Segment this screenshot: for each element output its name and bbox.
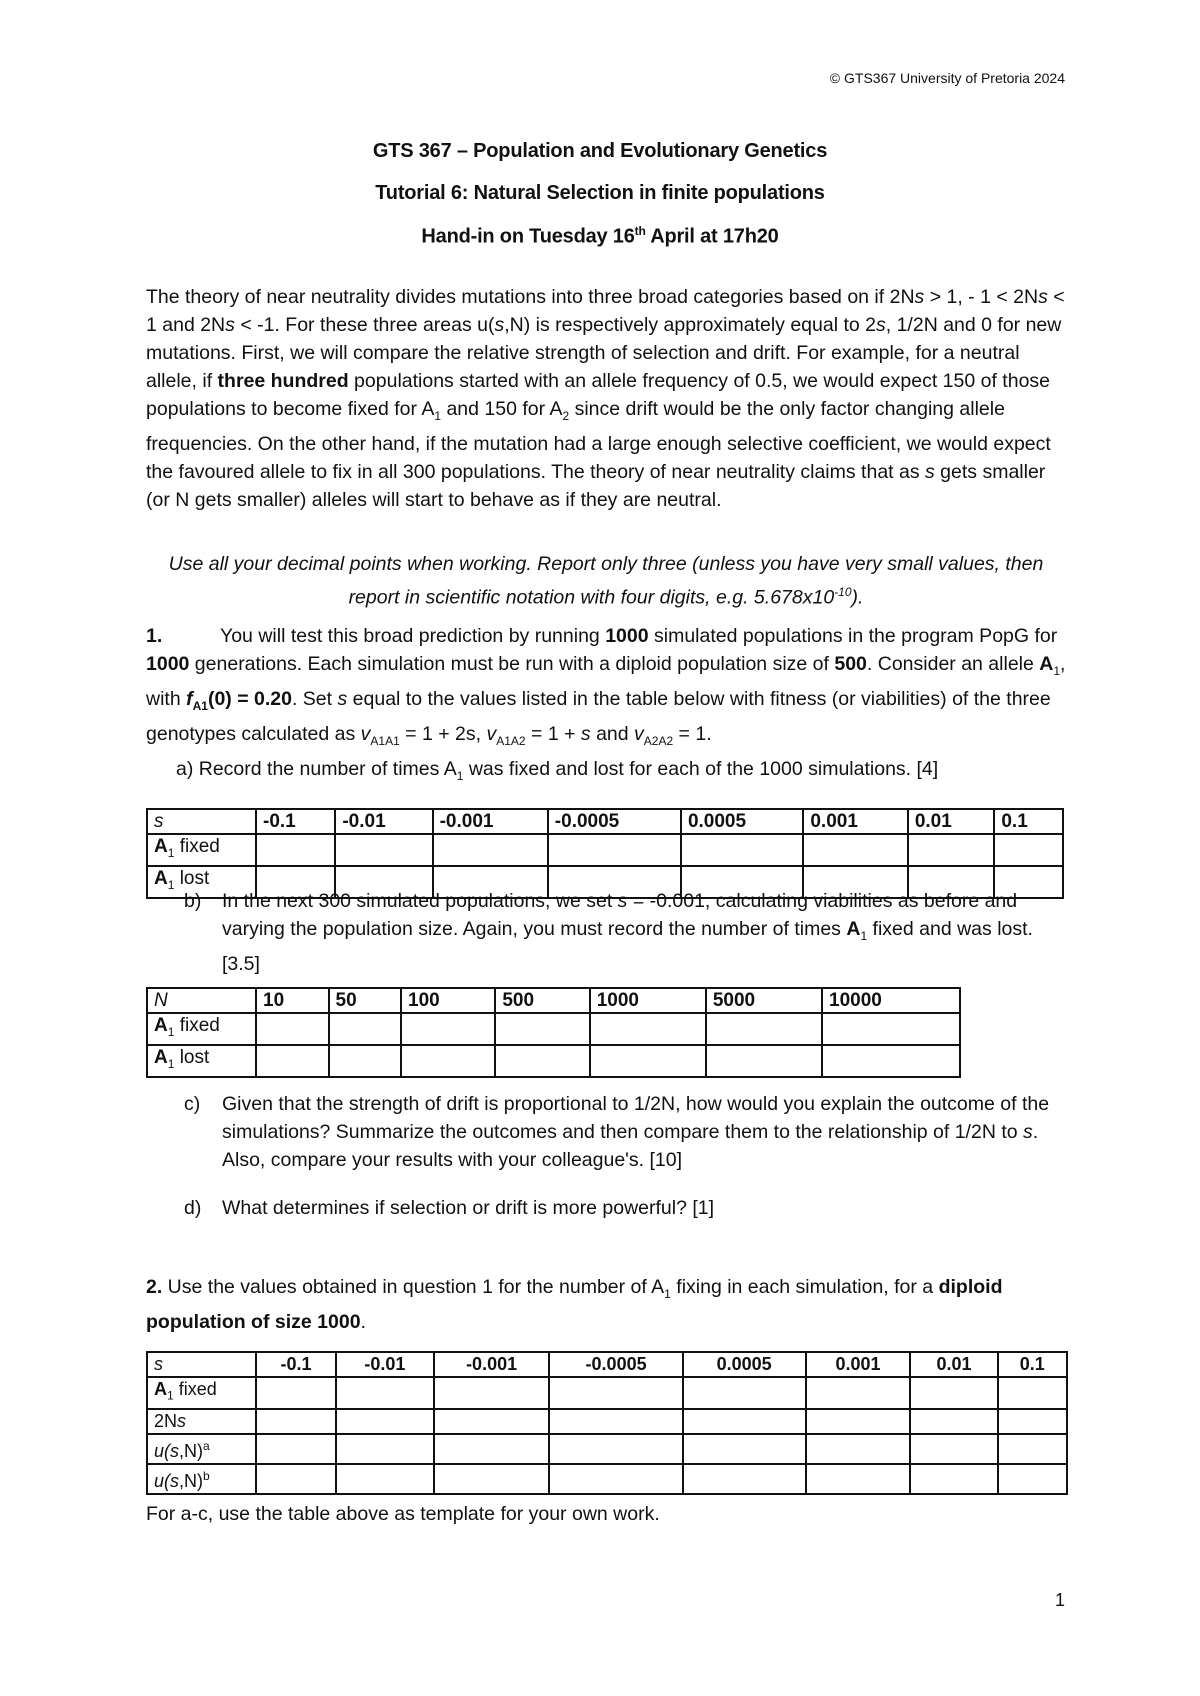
row-label-u-a: $u(s,N)^a$: [147, 1434, 256, 1464]
table-col-header: -0.1: [256, 809, 335, 834]
question-1: 1. You will test this broad prediction by running 1000 simulated populations in the program PopG for 1000 generations. Each simulation must be run with a diploid population size of 500. Consider an allele $A_1$, with $f_{A1}(0) = 0.20$. Set s equal to the values listed in the table below with fitness (or viabilities) of the three genotypes calculated as $v_{A1A1} = 1 + 2s$, $v_{A1A2} = 1 + s$ and $v_{A2A2} = 1$. a) Record the number of times $A_1$ was fixed and lost for each of the 1000 simulations. [4]: [146, 622, 1066, 790]
table-cell[interactable]: [336, 1409, 434, 1434]
table-row: [147, 988, 960, 1013]
table-col-header: 0.0005: [681, 809, 803, 834]
handin-prefix: Hand-in on Tuesday 16: [421, 225, 635, 248]
table-row: [147, 809, 1063, 834]
table-cell[interactable]: [335, 834, 432, 866]
title-block: [0, 140, 1200, 268]
table-cell[interactable]: [256, 1013, 329, 1045]
table-cell[interactable]: [910, 1409, 997, 1434]
row-label-u-b: $u(s,N)^b$: [147, 1464, 256, 1494]
table-col-header: -0.001: [433, 809, 548, 834]
table-cell[interactable]: [256, 1045, 329, 1077]
table-header-s: s: [147, 1352, 256, 1377]
handin-line: [0, 224, 1200, 249]
template-note: For a-c, use the table above as template for your own work.: [146, 1503, 660, 1525]
table-cell[interactable]: [706, 1013, 822, 1045]
table-cell[interactable]: [706, 1045, 822, 1077]
table-row: [147, 1434, 1067, 1464]
table-cell[interactable]: [434, 1409, 550, 1434]
row-label-2ns: 2Ns: [147, 1409, 256, 1434]
table-cell[interactable]: [434, 1434, 550, 1464]
question-1d: d) What determines if selection or drift is more powerful? [1]: [184, 1197, 715, 1219]
table-cell[interactable]: [256, 1434, 336, 1464]
table-row: [147, 1464, 1067, 1494]
table-cell[interactable]: [433, 834, 548, 866]
tutorial-title: Tutorial 6: Natural Selection in finite populations: [375, 182, 825, 204]
table-cell[interactable]: [806, 1377, 911, 1409]
table-cell[interactable]: [683, 1377, 806, 1409]
table-row: [147, 1409, 1067, 1434]
table-cell[interactable]: [401, 1045, 495, 1077]
table-row: [147, 1377, 1067, 1409]
table-cell[interactable]: [590, 1045, 706, 1077]
instruction-note: Use all your decimal points when working. Report only three (unless you have very small values, then report in scientific notation with four digits, e.g. $5.678x10^{-10}$).: [168, 553, 1044, 609]
table-selection-coefficients: [146, 808, 1064, 899]
row-label-lost: $A_1$ lost: [147, 866, 256, 898]
table-header-n: N: [147, 988, 256, 1013]
table-cell[interactable]: [994, 834, 1063, 866]
table-cell[interactable]: [549, 1464, 682, 1494]
table-cell[interactable]: [998, 1434, 1067, 1464]
table-col-header: 0.1: [994, 809, 1063, 834]
table-col-header: 5000: [706, 988, 822, 1013]
table-cell[interactable]: [998, 1409, 1067, 1434]
table-cell[interactable]: [908, 834, 995, 866]
table-col-header: 0.01: [908, 809, 995, 834]
table-cell[interactable]: [434, 1464, 550, 1494]
table-col-header: -0.1: [256, 1352, 336, 1377]
table-cell[interactable]: [822, 1045, 960, 1077]
table-col-header: -0.001: [434, 1352, 550, 1377]
table-cell[interactable]: [806, 1434, 911, 1464]
question-2: 2. Use the values obtained in question 1 for the number of $A_1$ fixing in each simulation, for a diploid population of size 1000.: [146, 1276, 1003, 1333]
course-title: GTS 367 – Population and Evolutionary Genetics: [372, 140, 828, 162]
table-cell[interactable]: [910, 1434, 997, 1464]
question-2-number: 2.: [146, 1276, 163, 1298]
table-cell[interactable]: [549, 1377, 682, 1409]
table-col-header: 0.0005: [683, 1352, 806, 1377]
handin-suffix: April at 17h20: [645, 225, 779, 248]
table-cell[interactable]: [495, 1013, 589, 1045]
question-1-number: 1.: [146, 625, 163, 647]
row-label-fixed: $A_1$ fixed: [147, 1377, 256, 1409]
table-row: [147, 1045, 960, 1077]
page-number: 1: [1054, 1590, 1065, 1610]
table-col-header: -0.0005: [549, 1352, 682, 1377]
table-cell[interactable]: [336, 1434, 434, 1464]
handin-sup: th: [634, 224, 646, 238]
table-cell[interactable]: [434, 1377, 550, 1409]
table-cell[interactable]: [495, 1045, 589, 1077]
row-label-fixed: $A_1$ fixed: [147, 1013, 256, 1045]
table-cell[interactable]: [998, 1464, 1067, 1494]
table-cell[interactable]: [256, 1377, 336, 1409]
table-cell[interactable]: [910, 1464, 997, 1494]
table-col-header: 0.1: [998, 1352, 1067, 1377]
table-cell[interactable]: [683, 1464, 806, 1494]
question-1b: b) In the next 300 simulated populations, we set s = -0.001, calculating viabilities as before and varying the population size. Again, you must record the number of times $A_1$ fixed and was lost. [3.5]: [184, 890, 1033, 975]
table-col-header: 0.001: [806, 1352, 911, 1377]
table-cell[interactable]: [336, 1464, 434, 1494]
table-col-header: -0.0005: [548, 809, 681, 834]
table-col-header: 10000: [822, 988, 960, 1013]
table-col-header: -0.01: [335, 809, 432, 834]
table-col-header: -0.01: [336, 1352, 434, 1377]
table-cell[interactable]: [549, 1409, 682, 1434]
table-population-sizes: [146, 987, 961, 1078]
table-cell[interactable]: [822, 1013, 960, 1045]
copyright-notice: © GTS367 University of Pretoria 2024: [829, 70, 1065, 86]
table-cell[interactable]: [910, 1377, 997, 1409]
table-cell[interactable]: [806, 1464, 911, 1494]
table-cell[interactable]: [548, 834, 681, 866]
table-col-header: 10: [256, 988, 329, 1013]
table-row: [147, 1352, 1067, 1377]
table-cell[interactable]: [329, 1013, 402, 1045]
table-cell[interactable]: [549, 1434, 682, 1464]
table-cell[interactable]: [803, 834, 907, 866]
table-col-header: 0.01: [910, 1352, 997, 1377]
table-cell[interactable]: [256, 834, 335, 866]
table-col-header: 0.001: [803, 809, 907, 834]
table-col-header: 1000: [590, 988, 706, 1013]
table-fixation-probabilities: [146, 1351, 1068, 1495]
table-col-header: 50: [329, 988, 402, 1013]
row-label-lost: $A_1$ lost: [147, 1045, 256, 1077]
table-cell[interactable]: [806, 1409, 911, 1434]
table-cell[interactable]: [256, 1464, 336, 1494]
table-cell[interactable]: [683, 1409, 806, 1434]
table-cell[interactable]: [256, 1409, 336, 1434]
table-cell[interactable]: [329, 1045, 402, 1077]
table-col-header: 100: [401, 988, 495, 1013]
table-cell[interactable]: [336, 1377, 434, 1409]
table-row: [147, 834, 1063, 866]
question-1c: c) Given that the strength of drift is proportional to 1/2N, how would you explain the outcome of the simulations? Summarize the outcomes and then compare them to the relationship of 1/2N to s. Also, compare your results with your colleague's. [10]: [184, 1093, 1050, 1171]
table-cell[interactable]: [590, 1013, 706, 1045]
table-col-header: 500: [495, 988, 589, 1013]
table-cell[interactable]: [683, 1434, 806, 1464]
intro-paragraph: The theory of near neutrality divides mutations into three broad categories based on if 2Ns > 1, - 1 < 2Ns < 1 and 2Ns < -1. For these three areas u(s,N) is respectively approximately equal to 2s, 1/2N and 0 for new mutations. First, we will compare the relative strength of selection and drift. For example, for a neutral allele, if three hundred populations started with an allele frequency of 0.5, we would expect 150 of those populations to become fixed for $A_1$ and 150 for $A_2$ since drift would be the only factor changing allele frequencies. On the other hand, if the mutation had a large enough selective coefficient, we would expect the favoured allele to fix in all 300 populations. The theory of near neutrality claims that as s gets smaller (or N gets smaller) alleles will start to behave as if they are neutral.: [146, 286, 1065, 511]
row-label-fixed: $A_1$ fixed: [147, 834, 256, 866]
table-header-s: s: [147, 809, 256, 834]
question-1a: a) Record the number of times $A_1$ was fixed and lost for each of the 1000 simulations. [4]: [176, 757, 939, 783]
table-cell[interactable]: [998, 1377, 1067, 1409]
table-cell[interactable]: [401, 1013, 495, 1045]
table-cell[interactable]: [681, 834, 803, 866]
table-row: [147, 1013, 960, 1045]
